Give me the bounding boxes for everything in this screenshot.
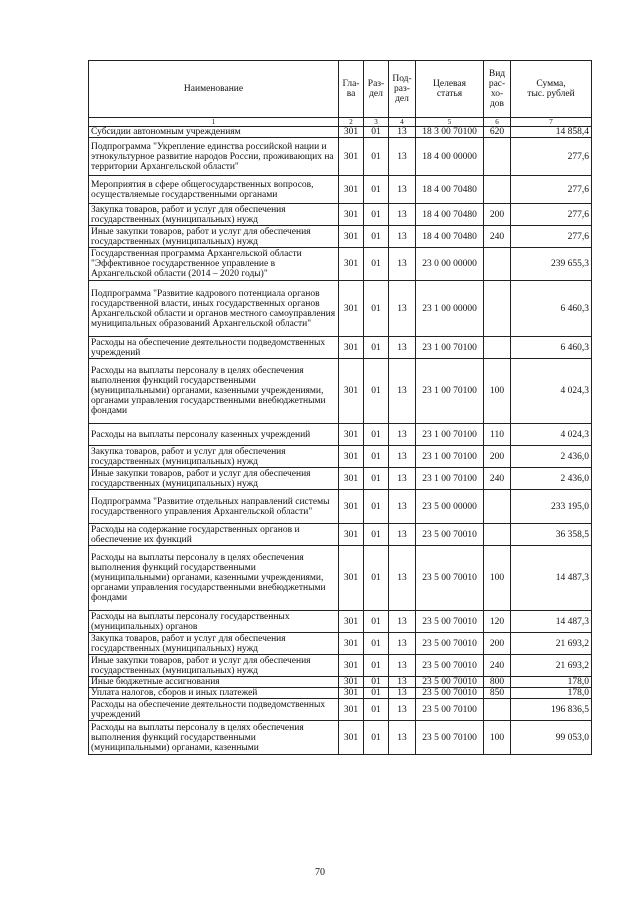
row-podrazdel: 13 [389, 468, 416, 490]
row-sum: 6 460,3 [511, 281, 592, 337]
column-number: 6 [484, 118, 511, 127]
column-number: 7 [511, 118, 592, 127]
table-row [89, 226, 592, 248]
header-glava: Гла- ва [339, 61, 364, 118]
row-vid: 240 [484, 468, 511, 490]
row-sum: 21 693,2 [511, 633, 592, 655]
row-vid: 850 [484, 688, 511, 699]
table-row [89, 204, 592, 226]
row-glava: 301 [339, 176, 364, 204]
row-glava: 301 [339, 281, 364, 337]
row-podrazdel: 13 [389, 248, 416, 281]
row-target: 23 1 00 70100 [416, 446, 484, 468]
row-target: 23 5 00 70010 [416, 655, 484, 677]
row-razdel: 01 [364, 611, 389, 633]
table-row [89, 655, 592, 677]
row-razdel: 01 [364, 446, 389, 468]
row-razdel: 01 [364, 127, 389, 138]
row-name: Иные закупки товаров, работ и услуг для обеспечения государственных (муниципальных) нужд [89, 468, 339, 490]
table-row [89, 127, 592, 138]
row-glava: 301 [339, 468, 364, 490]
row-sum: 277,6 [511, 176, 592, 204]
row-name: Расходы на выплаты персоналу в целях обеспечения выполнения функций государственными (муниципальными) органами, казенными учреждениями, органами управления государственными внебюджетными фондами [89, 359, 339, 424]
row-podrazdel: 13 [389, 281, 416, 337]
row-target: 23 5 00 70010 [416, 524, 484, 546]
row-vid [484, 337, 511, 359]
row-vid: 200 [484, 446, 511, 468]
row-vid: 100 [484, 721, 511, 755]
row-name: Расходы на обеспечение деятельности подведомственных учреждений [89, 699, 339, 721]
row-vid: 110 [484, 424, 511, 446]
table-row [89, 176, 592, 204]
row-sum: 233 195,0 [511, 490, 592, 524]
row-glava: 301 [339, 204, 364, 226]
row-name: Подпрограмма "Развитие кадрового потенциала органов государственной власти, иных государственных органов Архангельской области и органов местного самоуправления муниципальных образований Архангельской области" [89, 281, 339, 337]
row-vid [484, 176, 511, 204]
row-glava: 301 [339, 688, 364, 699]
row-glava: 301 [339, 424, 364, 446]
table-row [89, 524, 592, 546]
page-number: 70 [315, 867, 325, 878]
row-name: Расходы на выплаты персоналу государственных (муниципальных) органов [89, 611, 339, 633]
row-glava: 301 [339, 655, 364, 677]
row-name: Расходы на содержание государственных органов и обеспечение их функций [89, 524, 339, 546]
table-row [89, 546, 592, 611]
row-glava: 301 [339, 127, 364, 138]
row-sum: 277,6 [511, 226, 592, 248]
row-razdel: 01 [364, 176, 389, 204]
row-target: 23 5 00 70010 [416, 611, 484, 633]
row-razdel: 01 [364, 655, 389, 677]
row-vid [484, 248, 511, 281]
row-razdel: 01 [364, 677, 389, 688]
row-razdel: 01 [364, 721, 389, 755]
row-glava: 301 [339, 337, 364, 359]
row-vid: 120 [484, 611, 511, 633]
row-target: 18 4 00 70480 [416, 204, 484, 226]
row-vid: 800 [484, 677, 511, 688]
row-glava: 301 [339, 359, 364, 424]
row-sum: 239 655,3 [511, 248, 592, 281]
row-name: Субсидии автономным учреждениям [89, 127, 339, 138]
row-name: Расходы на выплаты персоналу в целях обеспечения выполнения функций государственными (муниципальными) органами, казенными учреждениями, органами управления государственными внебюджетными фондами [89, 546, 339, 611]
row-name: Подпрограмма "Укрепление единства российской нации и этнокультурное развитие народов России, проживающих на территории Архангельской области" [89, 138, 339, 176]
row-razdel: 01 [364, 359, 389, 424]
row-vid [484, 281, 511, 337]
header-name: Наименование [89, 61, 339, 118]
row-podrazdel: 13 [389, 127, 416, 138]
row-target: 18 3 00 70100 [416, 127, 484, 138]
row-razdel: 01 [364, 424, 389, 446]
row-razdel: 01 [364, 281, 389, 337]
row-target: 23 1 00 70100 [416, 359, 484, 424]
row-glava: 301 [339, 633, 364, 655]
column-number: 2 [339, 118, 364, 127]
row-sum: 36 358,5 [511, 524, 592, 546]
row-name: Закупка товаров, работ и услуг для обеспечения государственных (муниципальных) нужд [89, 446, 339, 468]
row-name: Иные бюджетные ассигнования [89, 677, 339, 688]
table-row [89, 138, 592, 176]
row-glava: 301 [339, 524, 364, 546]
row-name: Уплата налогов, сборов и иных платежей [89, 688, 339, 699]
row-podrazdel: 13 [389, 524, 416, 546]
row-vid [484, 490, 511, 524]
row-podrazdel: 13 [389, 677, 416, 688]
row-podrazdel: 13 [389, 446, 416, 468]
table-row [89, 677, 592, 688]
row-podrazdel: 13 [389, 424, 416, 446]
row-vid [484, 524, 511, 546]
budget-table [88, 60, 592, 755]
row-sum: 2 436,0 [511, 468, 592, 490]
row-podrazdel: 13 [389, 688, 416, 699]
row-target: 23 5 00 70100 [416, 699, 484, 721]
column-number: 1 [89, 118, 339, 127]
row-sum: 6 460,3 [511, 337, 592, 359]
row-glava: 301 [339, 699, 364, 721]
row-target: 23 5 00 70010 [416, 677, 484, 688]
row-sum: 14 487,3 [511, 611, 592, 633]
table-row [89, 611, 592, 633]
row-podrazdel: 13 [389, 226, 416, 248]
row-target: 18 4 00 00000 [416, 138, 484, 176]
row-sum: 99 053,0 [511, 721, 592, 755]
table-row [89, 721, 592, 755]
row-sum: 277,6 [511, 204, 592, 226]
row-razdel: 01 [364, 248, 389, 281]
header-target: Целевая статья [416, 61, 484, 118]
row-target: 18 4 00 70480 [416, 226, 484, 248]
row-glava: 301 [339, 721, 364, 755]
row-glava: 301 [339, 138, 364, 176]
row-name: Расходы на выплаты персоналу казенных учреждений [89, 424, 339, 446]
header-vid: Вид рас- хо- дов [484, 61, 511, 118]
row-podrazdel: 13 [389, 138, 416, 176]
table-header-row [89, 61, 592, 118]
table-row [89, 633, 592, 655]
column-number: 4 [389, 118, 416, 127]
row-razdel: 01 [364, 468, 389, 490]
row-glava: 301 [339, 226, 364, 248]
row-sum: 4 024,3 [511, 424, 592, 446]
table-row [89, 699, 592, 721]
row-sum: 14 487,3 [511, 546, 592, 611]
row-name: Закупка товаров, работ и услуг для обеспечения государственных (муниципальных) нужд [89, 633, 339, 655]
table-row [89, 337, 592, 359]
row-target: 23 1 00 00000 [416, 281, 484, 337]
column-number-row [89, 118, 592, 127]
table-row [89, 248, 592, 281]
column-number: 3 [364, 118, 389, 127]
row-target: 23 5 00 70010 [416, 546, 484, 611]
row-name: Государственная программа Архангельской области "Эффективное государственное управление в Архангельской области (2014 – 2020 годы)" [89, 248, 339, 281]
row-target: 23 5 00 00000 [416, 490, 484, 524]
row-vid [484, 699, 511, 721]
row-sum: 14 858,4 [511, 127, 592, 138]
row-target: 23 1 00 70100 [416, 337, 484, 359]
row-podrazdel: 13 [389, 359, 416, 424]
table-row [89, 424, 592, 446]
row-name: Иные закупки товаров, работ и услуг для обеспечения государственных (муниципальных) нужд [89, 655, 339, 677]
row-vid [484, 138, 511, 176]
header-sum: Сумма, тыс. рублей [511, 61, 592, 118]
row-vid: 240 [484, 226, 511, 248]
row-podrazdel: 13 [389, 490, 416, 524]
row-name: Расходы на обеспечение деятельности подведомственных учреждений [89, 337, 339, 359]
row-name: Подпрограмма "Развитие отдельных направлений системы государственного управления Архангельской области" [89, 490, 339, 524]
header-razdel: Раз- дел [364, 61, 389, 118]
row-sum: 4 024,3 [511, 359, 592, 424]
table-row [89, 468, 592, 490]
row-vid: 200 [484, 204, 511, 226]
row-name: Закупка товаров, работ и услуг для обеспечения государственных (муниципальных) нужд [89, 204, 339, 226]
row-name: Мероприятия в сфере общегосударственных вопросов, осуществляемые государственными органами [89, 176, 339, 204]
row-podrazdel: 13 [389, 633, 416, 655]
row-razdel: 01 [364, 490, 389, 524]
row-podrazdel: 13 [389, 204, 416, 226]
row-sum: 178,0 [511, 677, 592, 688]
row-podrazdel: 13 [389, 699, 416, 721]
row-razdel: 01 [364, 524, 389, 546]
table-body [89, 127, 592, 755]
row-sum: 2 436,0 [511, 446, 592, 468]
row-podrazdel: 13 [389, 721, 416, 755]
row-razdel: 01 [364, 226, 389, 248]
table-row [89, 490, 592, 524]
row-glava: 301 [339, 611, 364, 633]
column-number: 5 [416, 118, 484, 127]
row-podrazdel: 13 [389, 611, 416, 633]
row-podrazdel: 13 [389, 546, 416, 611]
row-vid: 100 [484, 546, 511, 611]
row-vid: 200 [484, 633, 511, 655]
row-target: 23 5 00 70100 [416, 721, 484, 755]
table-row [89, 446, 592, 468]
row-vid: 620 [484, 127, 511, 138]
row-razdel: 01 [364, 546, 389, 611]
row-glava: 301 [339, 248, 364, 281]
row-target: 23 1 00 70100 [416, 468, 484, 490]
table-row [89, 281, 592, 337]
row-podrazdel: 13 [389, 337, 416, 359]
row-razdel: 01 [364, 138, 389, 176]
row-razdel: 01 [364, 688, 389, 699]
row-target: 23 5 00 70010 [416, 688, 484, 699]
row-podrazdel: 13 [389, 655, 416, 677]
row-sum: 178,0 [511, 688, 592, 699]
row-sum: 196 836,5 [511, 699, 592, 721]
row-target: 23 1 00 70100 [416, 424, 484, 446]
row-target: 18 4 00 70480 [416, 176, 484, 204]
row-name: Иные закупки товаров, работ и услуг для обеспечения государственных (муниципальных) нужд [89, 226, 339, 248]
row-podrazdel: 13 [389, 176, 416, 204]
row-target: 23 5 00 70010 [416, 633, 484, 655]
row-glava: 301 [339, 677, 364, 688]
row-vid: 100 [484, 359, 511, 424]
row-glava: 301 [339, 446, 364, 468]
row-razdel: 01 [364, 633, 389, 655]
row-name: Расходы на выплаты персоналу в целях обеспечения выполнения функций государственными (муниципальными) органами, казенными [89, 721, 339, 755]
row-sum: 21 693,2 [511, 655, 592, 677]
table-row [89, 359, 592, 424]
row-sum: 277,6 [511, 138, 592, 176]
row-target: 23 0 00 00000 [416, 248, 484, 281]
row-razdel: 01 [364, 337, 389, 359]
table-row [89, 688, 592, 699]
row-glava: 301 [339, 546, 364, 611]
row-razdel: 01 [364, 204, 389, 226]
row-glava: 301 [339, 490, 364, 524]
row-vid: 240 [484, 655, 511, 677]
row-razdel: 01 [364, 699, 389, 721]
header-podrazdel: Под- раз- дел [389, 61, 416, 118]
